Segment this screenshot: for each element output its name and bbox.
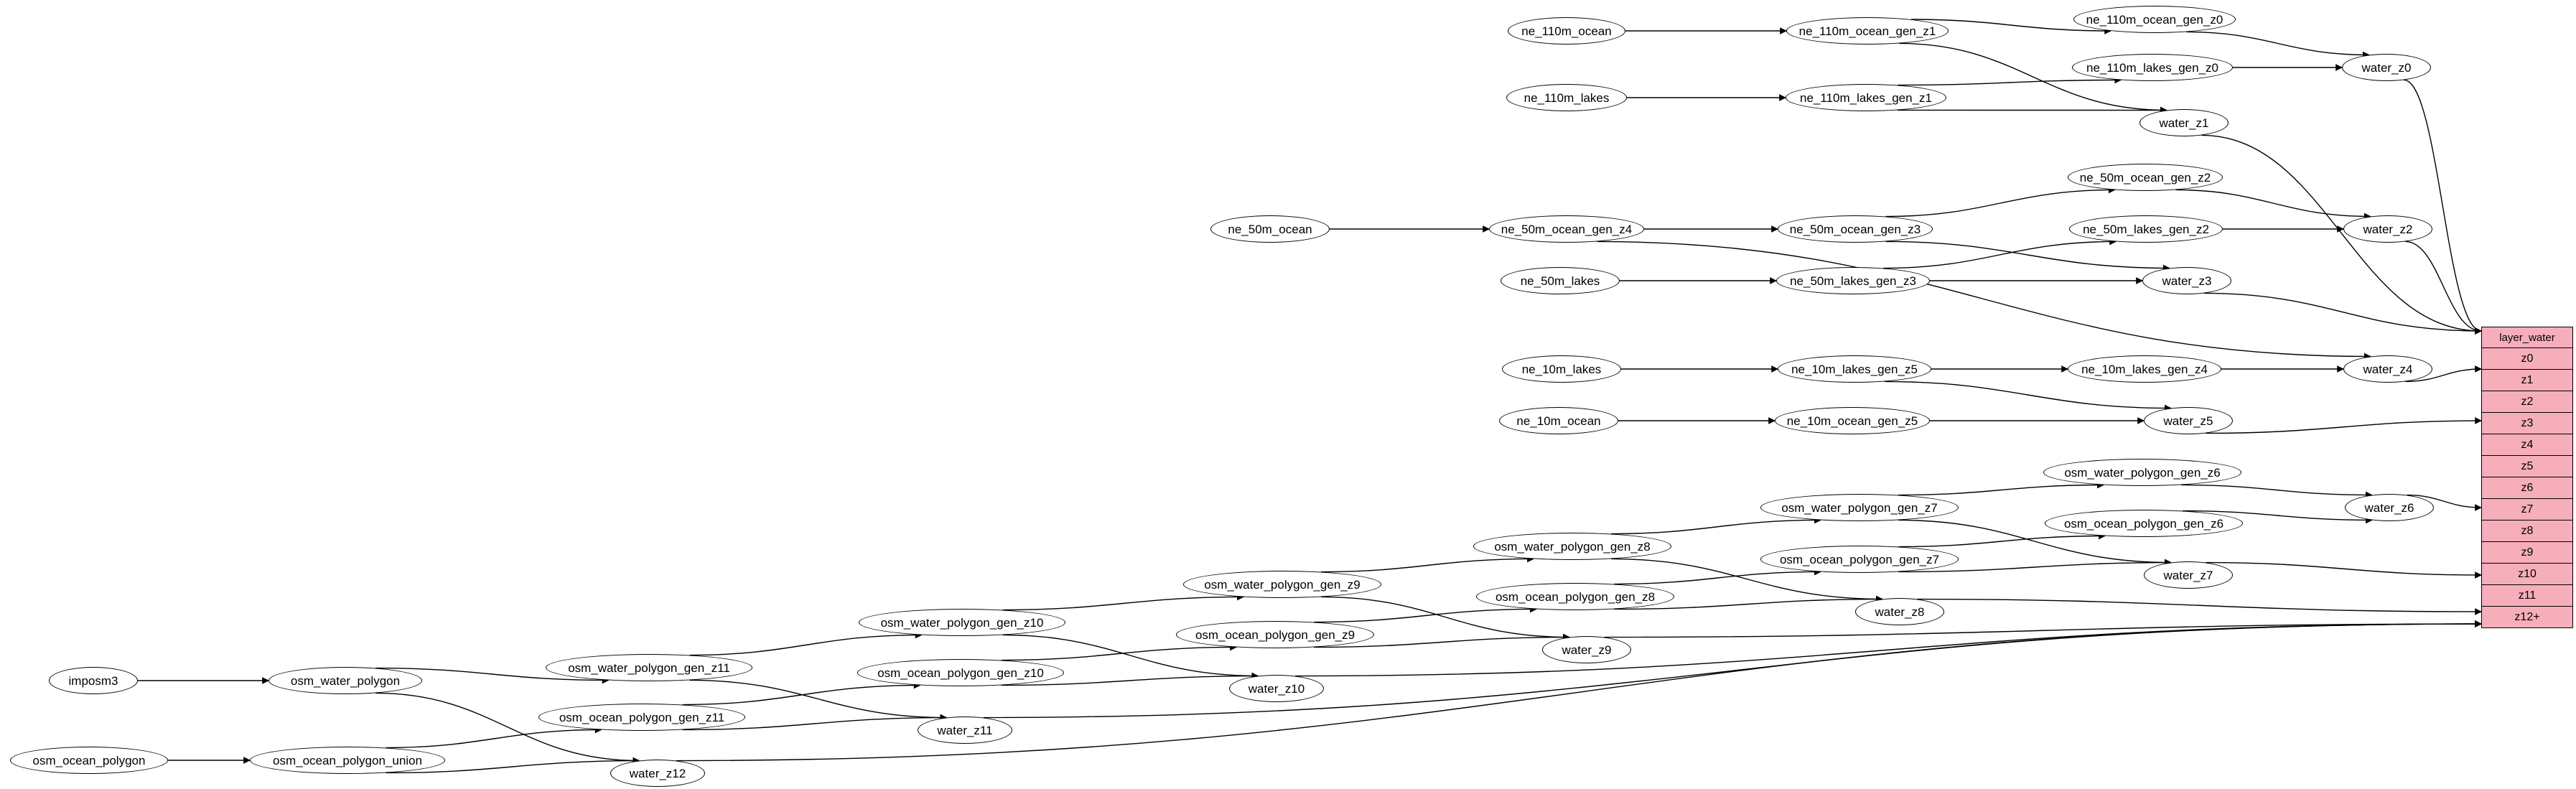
node-label: ne_50m_lakes: [1520, 274, 1600, 288]
node-label: osm_ocean_polygon_gen_z7: [1779, 552, 1940, 566]
edge-osm_ocean_polygon_gen_z9-to-osm_ocean_polygon_gen_z8: [1314, 609, 1536, 622]
node-label: osm_ocean_polygon: [32, 753, 146, 767]
node-osm_water_polygon_gen_z8[interactable]: [1473, 533, 1671, 560]
legend-layer-water[interactable]: [2481, 327, 2573, 628]
legend-row-z1[interactable]: z1: [2482, 370, 2572, 391]
node-ne_50m_ocean_gen_z3[interactable]: [1778, 215, 1933, 243]
node-label: water_z0: [2361, 60, 2412, 75]
node-osm_water_polygon_gen_z9[interactable]: [1183, 571, 1381, 598]
edge-ne_50m_ocean_gen_z3-to-ne_50m_ocean_gen_z2: [1885, 190, 2114, 216]
node-label: water_z3: [2162, 274, 2212, 288]
legend-row-z12+[interactable]: z12+: [2514, 610, 2540, 623]
node-ne_10m_ocean[interactable]: [1499, 407, 1618, 434]
node-water_z5[interactable]: [2144, 407, 2233, 434]
node-label: ne_10m_lakes_gen_z4: [2081, 362, 2208, 376]
legend-header: layer_water: [2482, 327, 2572, 348]
node-label: osm_ocean_polygon_gen_z10: [877, 666, 1044, 680]
node-label: ne_110m_ocean_gen_z0: [2086, 12, 2223, 27]
node-ne_10m_lakes_gen_z4[interactable]: [2068, 355, 2221, 383]
node-label: osm_water_polygon_gen_z9: [1204, 577, 1361, 592]
node-label: ne_10m_lakes: [1521, 362, 1602, 376]
edge-osm_ocean_polygon_gen_z10-to-osm_ocean_polygon_gen_z9: [1001, 647, 1236, 660]
legend-row-z8[interactable]: z8: [2482, 520, 2572, 542]
node-label: osm_water_polygon_gen_z11: [568, 660, 730, 675]
node-water_z9[interactable]: [1542, 636, 1631, 663]
node-water_z8[interactable]: [1855, 598, 1944, 625]
node-label: water_z9: [1562, 643, 1612, 657]
node-label: water_z4: [2363, 362, 2413, 376]
node-osm_ocean_polygon_gen_z11[interactable]: [538, 704, 745, 731]
node-label: osm_ocean_polygon_union: [273, 753, 422, 767]
node-osm_ocean_polygon_union[interactable]: [250, 747, 445, 774]
edge-ne_50m_ocean_gen_z3-to-water_z3: [1885, 241, 2169, 268]
node-osm_water_polygon_gen_z7[interactable]: [1760, 494, 1959, 521]
node-label: ne_10m_ocean: [1516, 414, 1601, 428]
node-label: osm_water_polygon_gen_z7: [1781, 500, 1938, 515]
node-osm_ocean_polygon_gen_z6[interactable]: [2045, 510, 2243, 537]
legend-row-z4[interactable]: z4: [2482, 434, 2572, 456]
edge-osm_water_polygon_gen_z9-to-osm_water_polygon_gen_z8: [1321, 559, 1534, 571]
legend-row-z10[interactable]: z10: [2482, 564, 2572, 585]
node-water_z4[interactable]: [2343, 355, 2432, 383]
node-osm_water_polygon_gen_z6[interactable]: [2043, 459, 2241, 486]
edge-osm_water_polygon_gen_z11-to-osm_water_polygon_gen_z10: [689, 635, 921, 655]
legend-row-z6[interactable]: z6: [2482, 477, 2572, 499]
node-water_z11[interactable]: [918, 716, 1012, 744]
node-water_z7[interactable]: [2144, 561, 2233, 589]
edge-ne_10m_lakes_gen_z5-to-water_z5: [1885, 381, 2171, 408]
node-label: water_z11: [937, 723, 993, 737]
node-label: ne_110m_lakes_gen_z1: [1800, 90, 1932, 105]
node-label: water_z5: [2163, 414, 2213, 428]
node-label: osm_ocean_polygon_gen_z11: [559, 710, 725, 724]
node-ne_110m_ocean_gen_z1[interactable]: [1786, 17, 1949, 45]
node-label: ne_10m_lakes_gen_z5: [1791, 362, 1918, 376]
node-ne_110m_ocean_gen_z0[interactable]: [2073, 6, 2236, 33]
node-osm_ocean_polygon_gen_z7[interactable]: [1760, 546, 1959, 573]
node-label: ne_10m_ocean_gen_z5: [1786, 414, 1918, 428]
edge-osm_ocean_polygon_gen_z11-to-osm_ocean_polygon_gen_z10: [682, 685, 920, 704]
node-label: water_z12: [629, 766, 686, 780]
node-osm_water_polygon[interactable]: [269, 667, 422, 694]
edge-water_z7-to-layer_water: [2206, 563, 2481, 575]
edge-ne_50m_lakes_gen_z3-to-ne_50m_lakes_gen_z2: [1883, 241, 2116, 268]
node-ne_50m_lakes_gen_z3[interactable]: [1776, 267, 1930, 294]
edge-osm_ocean_polygon_gen_z8-to-osm_ocean_polygon_gen_z7: [1614, 571, 1821, 584]
node-water_z3[interactable]: [2142, 267, 2231, 294]
node-osm_water_polygon_gen_z11[interactable]: [546, 654, 752, 681]
node-osm_ocean_polygon_gen_z9[interactable]: [1176, 621, 1374, 648]
node-label: water_z7: [2163, 568, 2213, 582]
node-label: osm_ocean_polygon_gen_z8: [1495, 589, 1656, 604]
node-label: osm_water_polygon: [290, 673, 401, 688]
node-water_z12[interactable]: [610, 760, 705, 787]
node-water_z1[interactable]: [2139, 109, 2229, 136]
node-ne_110m_lakes[interactable]: [1506, 84, 1627, 111]
node-label: water_z2: [2363, 222, 2413, 236]
node-label: osm_water_polygon_gen_z6: [2064, 465, 2221, 480]
edge-osm_water_polygon_gen_z7-to-osm_water_polygon_gen_z6: [1898, 485, 2104, 495]
node-water_z10[interactable]: [1229, 675, 1324, 702]
edge-water_z3-to-layer_water: [2204, 293, 2481, 331]
node-ne_110m_ocean[interactable]: [1508, 17, 1625, 45]
node-osm_ocean_polygon_gen_z10[interactable]: [857, 659, 1064, 686]
node-water_z6[interactable]: [2345, 494, 2434, 521]
node-label: water_z1: [2159, 116, 2209, 130]
edge-ne_110m_lakes_gen_z1-to-ne_110m_lakes_gen_z0: [1898, 80, 2121, 85]
node-ne_50m_lakes[interactable]: [1501, 267, 1620, 294]
node-ne_50m_ocean[interactable]: [1210, 215, 1330, 243]
node-osm_water_polygon_gen_z10[interactable]: [859, 609, 1065, 636]
node-label: water_z8: [1875, 604, 1925, 619]
node-label: water_z10: [1248, 681, 1305, 696]
edge-water_z10-to-layer_water: [1295, 624, 2481, 676]
node-imposm3[interactable]: [49, 667, 138, 694]
node-label: ne_50m_lakes_gen_z3: [1790, 274, 1916, 288]
node-label: ne_50m_ocean_gen_z3: [1789, 222, 1921, 236]
node-ne_50m_ocean_gen_z2[interactable]: [2068, 164, 2223, 191]
edge-water_z0-to-layer_water: [2404, 80, 2481, 331]
legend-row-z5[interactable]: z5: [2482, 456, 2572, 477]
node-ne_110m_lakes_gen_z1[interactable]: [1786, 84, 1946, 111]
legend-row-z7[interactable]: z7: [2482, 499, 2572, 520]
legend-row-z0[interactable]: z0: [2482, 348, 2572, 370]
edge-osm_ocean_polygon_union-to-osm_ocean_polygon_gen_z11: [386, 729, 601, 747]
node-label: osm_water_polygon_gen_z8: [1494, 539, 1651, 554]
node-label: ne_110m_ocean: [1521, 24, 1612, 38]
node-water_z2[interactable]: [2343, 215, 2432, 243]
edge-osm_water_polygon_gen_z10-to-osm_water_polygon_gen_z9: [1002, 597, 1243, 610]
node-label: ne_50m_ocean_gen_z2: [2079, 170, 2211, 185]
edge-ne_50m_ocean_gen_z2-to-water_z2: [2175, 190, 2370, 216]
edge-ne_110m_ocean_gen_z0-to-water_z0: [2186, 32, 2369, 55]
node-ne_10m_lakes_gen_z5[interactable]: [1778, 355, 1931, 383]
node-ne_110m_lakes_gen_z0[interactable]: [2072, 54, 2233, 81]
node-label: ne_50m_lakes_gen_z2: [2083, 222, 2209, 236]
edge-water_z1-to-layer_water: [2201, 135, 2481, 331]
node-label: ne_50m_ocean: [1228, 222, 1312, 236]
legend-row-z2[interactable]: z2: [2482, 391, 2572, 413]
edge-ne_50m_ocean_gen_z4-to-water_z4: [1597, 241, 2370, 356]
node-osm_ocean_polygon_gen_z8[interactable]: [1476, 583, 1674, 610]
node-ne_10m_ocean_gen_z5[interactable]: [1775, 407, 1930, 434]
node-label: osm_water_polygon_gen_z10: [880, 615, 1044, 630]
legend-row-z3[interactable]: z3: [2482, 413, 2572, 434]
node-label: imposm3: [68, 673, 118, 688]
node-label: ne_110m_lakes: [1523, 90, 1610, 105]
edge-osm_water_polygon_gen_z8-to-osm_water_polygon_gen_z7: [1611, 520, 1821, 533]
edge-water_z8-to-layer_water: [1917, 599, 2481, 612]
edge-water_z2-to-layer_water: [2405, 241, 2481, 331]
node-label: osm_ocean_polygon_gen_z9: [1195, 627, 1355, 642]
edge-osm_ocean_polygon_gen_z7-to-osm_ocean_polygon_gen_z6: [1898, 536, 2105, 546]
node-label: ne_50m_ocean_gen_z4: [1501, 222, 1633, 236]
node-label: water_z6: [2364, 500, 2414, 515]
node-label: ne_110m_ocean_gen_z1: [1798, 24, 1936, 38]
node-label: osm_ocean_polygon_gen_z6: [2063, 516, 2224, 531]
edge-osm_water_polygon_gen_z6-to-water_z6: [2181, 485, 2372, 495]
node-ne_10m_lakes[interactable]: [1502, 355, 1621, 383]
edge-water_z9-to-layer_water: [1604, 624, 2481, 638]
node-osm_ocean_polygon[interactable]: [10, 747, 168, 774]
legend-row-z11[interactable]: z11: [2482, 585, 2572, 607]
legend-row-z9[interactable]: z9: [2482, 542, 2572, 564]
node-water_z0[interactable]: [2342, 54, 2431, 81]
node-ne_50m_lakes_gen_z2[interactable]: [2069, 215, 2223, 243]
node-label: ne_110m_lakes_gen_z0: [2086, 60, 2218, 75]
node-ne_50m_ocean_gen_z4[interactable]: [1489, 215, 1644, 243]
edge-water_z5-to-layer_water: [2206, 421, 2481, 433]
